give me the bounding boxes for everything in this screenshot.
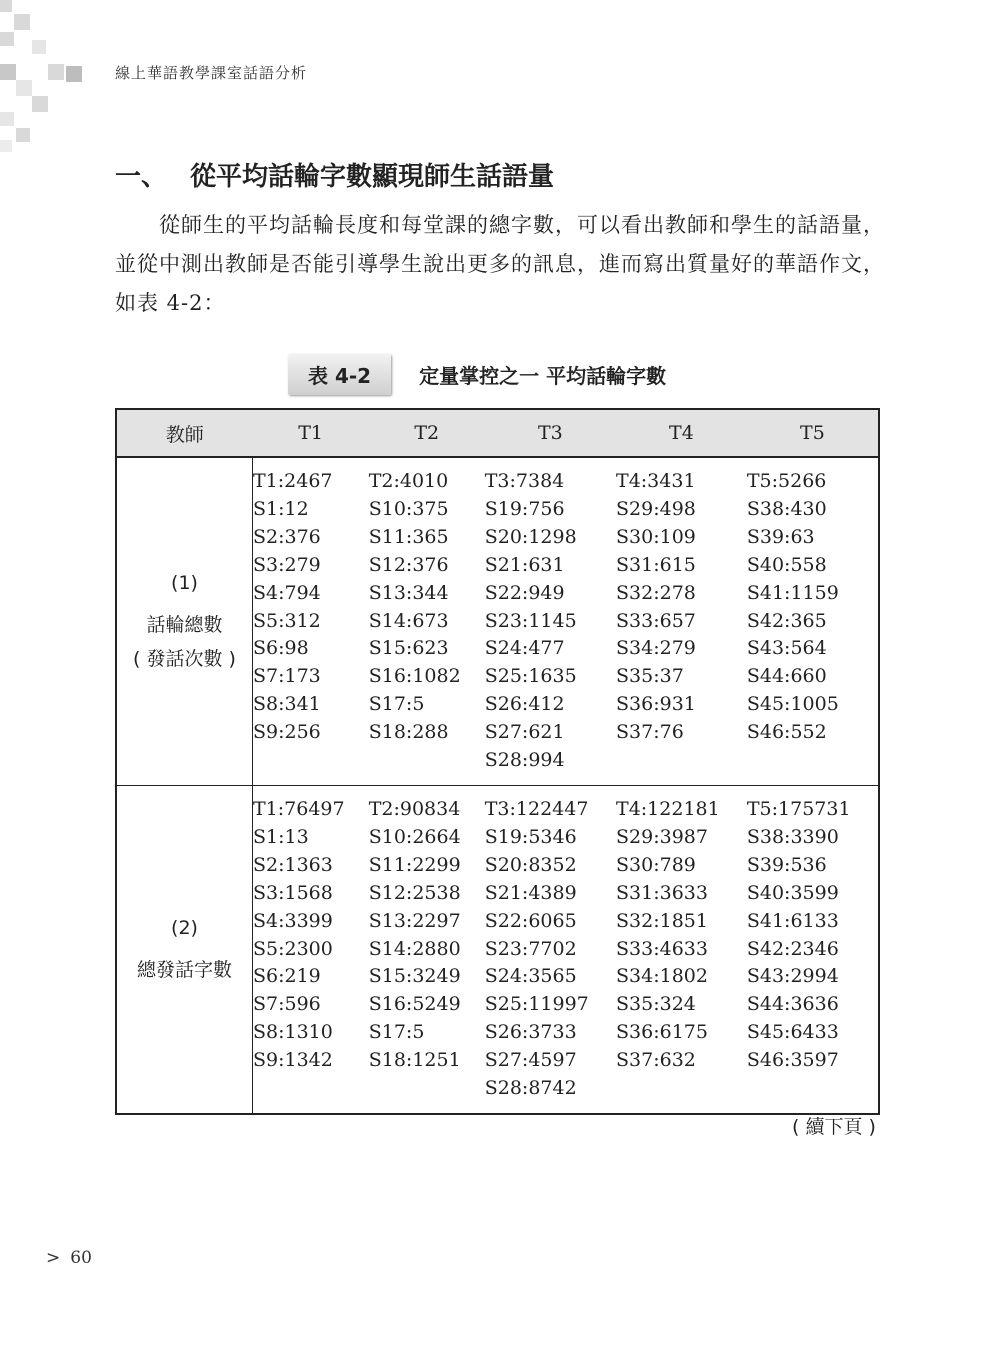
- value-entry: S25:11997: [484, 993, 589, 1016]
- value-entry: S30:109: [616, 525, 696, 548]
- value-cell: [485, 457, 616, 785]
- body-paragraph: 從師生的平均話輪長度和每堂課的總字數，可以看出教師和學生的話語量，並從中測出教師是否能引導學生說出更多的訊息，進而寫出質量好的華語作文，如表 4-2：: [115, 213, 885, 315]
- value-cell: [485, 785, 616, 1113]
- value-entry: T5:175731: [746, 797, 851, 820]
- value-entry: S22:6065: [484, 909, 577, 932]
- value-entry: S42:2346: [746, 937, 839, 960]
- value-entry: S3:279: [253, 553, 321, 576]
- value-entry: S23:7702: [484, 937, 577, 960]
- value-entry: S29:3987: [616, 825, 708, 848]
- value-entry: S46:3597: [746, 1049, 839, 1072]
- corner-decoration: [0, 0, 110, 160]
- value-entry: T1:2467: [253, 470, 333, 492]
- value-entry: S15:3249: [368, 965, 461, 988]
- value-cell: [747, 785, 879, 1113]
- value-entry: S14:673: [368, 609, 449, 632]
- value-entry: S43:564: [746, 637, 827, 660]
- value-entry: S17:5: [368, 1021, 425, 1044]
- value-entry: S2:376: [253, 525, 321, 548]
- value-entry: S15:623: [368, 637, 449, 660]
- value-entry: S1:13: [253, 825, 309, 848]
- value-entry: S45:6433: [746, 1021, 839, 1044]
- value-entry: S3:1568: [253, 881, 333, 904]
- value-entry: S34:1802: [616, 965, 708, 988]
- value-entry: S31:615: [616, 553, 696, 576]
- value-entry: S27:4597: [484, 1049, 577, 1072]
- value-entry: S31:3633: [616, 881, 708, 904]
- value-entry: T3:7384: [484, 470, 565, 492]
- value-entry: S34:279: [616, 637, 696, 660]
- value-entry: S27:621: [484, 721, 565, 744]
- value-entry: S33:657: [616, 609, 696, 632]
- table-caption-label: 表 4-2: [288, 354, 391, 395]
- value-entry: S40:558: [746, 553, 827, 576]
- value-entry: S7:596: [253, 993, 321, 1016]
- value-entry: S24:3565: [484, 965, 577, 988]
- value-entry: S35:37: [616, 665, 684, 688]
- value-entry: S6:98: [253, 637, 309, 660]
- value-entry: S12:2538: [368, 881, 461, 904]
- value-entry: S33:4633: [616, 937, 708, 960]
- value-entry: T2:90834: [368, 797, 461, 820]
- value-entry: S38:430: [746, 497, 827, 520]
- page-arrow-icon: >: [46, 1248, 61, 1268]
- value-entry: S4:794: [253, 581, 321, 604]
- value-entry: S20:1298: [484, 525, 577, 548]
- value-entry: S44:660: [746, 665, 827, 688]
- row-label: [116, 457, 253, 785]
- value-entry: S41:1159: [746, 581, 839, 604]
- running-head: 線上華語教學課室話語分析: [115, 64, 308, 82]
- value-entry: S11:2299: [368, 853, 461, 876]
- page-number: 60: [70, 1248, 92, 1268]
- section-heading: [115, 156, 554, 193]
- value-entry: S43:2994: [746, 965, 839, 988]
- value-entry: S36:931: [616, 693, 696, 716]
- section-title: 從平均話輪字數顯現師生話語量: [190, 162, 555, 192]
- value-entry: S22:949: [484, 581, 565, 604]
- value-entry: S6:219: [253, 965, 321, 988]
- value-entry: S28:994: [484, 749, 565, 772]
- value-entry: S19:756: [484, 497, 565, 520]
- table-header-row: [116, 409, 879, 457]
- value-cell: [616, 457, 747, 785]
- value-entry: S23:1145: [484, 609, 577, 632]
- value-entry: S18:288: [368, 721, 449, 744]
- value-entry: S37:632: [616, 1049, 696, 1072]
- value-cell: [747, 457, 879, 785]
- value-entry: S36:6175: [616, 1021, 708, 1044]
- table-row: [116, 457, 879, 785]
- value-entry: S10:2664: [368, 825, 461, 848]
- value-entry: S11:365: [368, 525, 449, 548]
- value-cell: [369, 457, 485, 785]
- value-entry: S21:631: [484, 553, 565, 576]
- value-entry: S9:256: [253, 721, 321, 744]
- value-entry: S5:312: [253, 609, 321, 632]
- value-entry: S2:1363: [253, 853, 333, 876]
- value-entry: S7:173: [253, 665, 321, 688]
- table-caption-title: 定量掌控之一 平均話輪字數: [419, 363, 667, 388]
- value-entry: S42:365: [746, 609, 827, 632]
- value-entry: S21:4389: [484, 881, 577, 904]
- value-entry: S29:498: [616, 497, 696, 520]
- value-entry: S37:76: [616, 721, 684, 744]
- value-entry: S41:6133: [746, 909, 839, 932]
- row-label-number: (2): [171, 917, 198, 940]
- header-cell: T1: [253, 409, 369, 457]
- value-entry: T3:122447: [484, 797, 589, 820]
- value-cell: [253, 785, 369, 1113]
- value-cell: [253, 457, 369, 785]
- row-label-number: (1): [171, 572, 198, 595]
- value-entry: S5:2300: [253, 937, 333, 960]
- value-cell: [369, 785, 485, 1113]
- header-cell: T4: [616, 409, 747, 457]
- value-entry: S30:789: [616, 853, 696, 876]
- value-entry: S9:1342: [253, 1049, 333, 1072]
- value-entry: S13:344: [368, 581, 449, 604]
- value-entry: S32:278: [616, 581, 696, 604]
- value-entry: S10:375: [368, 497, 449, 520]
- row-label: [116, 785, 253, 1113]
- value-entry: S1:12: [253, 497, 309, 520]
- value-entry: T5:5266: [746, 470, 827, 492]
- value-entry: S16:1082: [368, 665, 461, 688]
- page-footer: [46, 1248, 92, 1268]
- value-entry: S16:5249: [368, 993, 461, 1016]
- value-entry: S13:2297: [368, 909, 461, 932]
- value-entry: S39:536: [746, 853, 827, 876]
- header-cell: T3: [485, 409, 616, 457]
- value-entry: S20:8352: [484, 853, 577, 876]
- value-entry: S39:63: [746, 525, 815, 548]
- value-entry: S28:8742: [484, 1077, 577, 1100]
- value-entry: S12:376: [368, 553, 449, 576]
- table-caption: [288, 356, 666, 392]
- value-entry: T2:4010: [368, 470, 449, 492]
- data-table: [115, 408, 880, 1115]
- value-entry: S17:5: [368, 693, 425, 716]
- value-cell: [616, 785, 747, 1113]
- value-entry: S32:1851: [616, 909, 708, 932]
- header-cell: T2: [369, 409, 485, 457]
- row-label-line: 話輪總數: [146, 614, 223, 637]
- value-entry: T4:122181: [616, 797, 720, 820]
- value-entry: S8:341: [253, 693, 321, 716]
- value-entry: S45:1005: [746, 693, 839, 716]
- row-label-line: 總發話字數: [136, 959, 232, 982]
- value-entry: S24:477: [484, 637, 565, 660]
- value-entry: S26:3733: [484, 1021, 577, 1044]
- value-entry: S19:5346: [484, 825, 577, 848]
- value-entry: S26:412: [484, 693, 565, 716]
- value-entry: S18:1251: [368, 1049, 461, 1072]
- value-entry: S40:3599: [746, 881, 839, 904]
- value-entry: T4:3431: [616, 470, 696, 492]
- row-label-line: ( 發話次數 ): [133, 648, 236, 671]
- value-entry: S25:1635: [484, 665, 577, 688]
- value-entry: T1:76497: [253, 797, 345, 820]
- section-number: 一、: [115, 162, 168, 192]
- table-row: [116, 785, 879, 1113]
- value-entry: S14:2880: [368, 937, 461, 960]
- header-cell: 教師: [116, 409, 253, 457]
- value-entry: S4:3399: [253, 909, 333, 932]
- value-entry: S35:324: [616, 993, 696, 1016]
- header-cell: T5: [747, 409, 879, 457]
- value-entry: S38:3390: [746, 825, 839, 848]
- value-entry: S8:1310: [253, 1021, 333, 1044]
- value-entry: S46:552: [746, 721, 827, 744]
- value-entry: S44:3636: [746, 993, 839, 1016]
- continued-note: ( 續下頁 ): [792, 1116, 876, 1138]
